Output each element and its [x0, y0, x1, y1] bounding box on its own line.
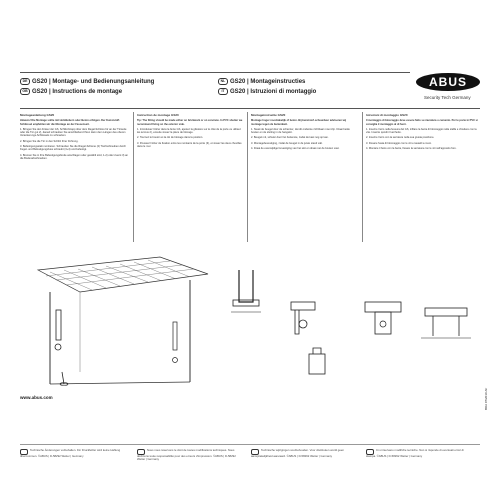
detail-illustrations [225, 262, 480, 382]
step: 1. Steek de beugel door de scharnier, dat dit onderste zichtbaar moet zijn. Draai beide bouten en de sluiting in de hangslot. [251, 127, 350, 135]
ground-anchor [62, 372, 64, 384]
lock-body [291, 302, 315, 310]
right-padlock-icon [173, 358, 178, 363]
section-rule [20, 108, 480, 109]
column-it [366, 114, 480, 152]
door-floor [50, 382, 190, 384]
column-lead: Il montaggio di bloccaggio deve essere fatto su muratura o cemento. Per le porte in PVC si consiglia il montaggio al di fuori. [366, 119, 478, 126]
header-it [218, 88, 316, 96]
garage-door-illustration [20, 252, 220, 392]
rail-clamp [375, 312, 391, 334]
step: 3. Befestigungsstab montieren. Schrauben Sie die Riegel-Schiene (2) Tischschrauben durch Kugel- und Befestigungsfuss schraubt (3+4) und befestigt. [20, 145, 126, 152]
footer-text: Technische wijzigingen voorbehouden. Voor drukfouten wordt geen aansprakelijkheid aanvaard. ©ABUS | D-58292 Wetter | Germany [251, 448, 345, 458]
plate-detail [425, 308, 467, 316]
lock-stem [295, 310, 299, 334]
flag-nl-icon: NL [218, 78, 228, 85]
padlock-shackle [313, 348, 321, 354]
step: 1. Inserire l'arco nella fessura del GS, infilare la barra di bloccaggio nella staffa e chiudere con la vite. Inserire quindi il lucchetto. [366, 127, 477, 135]
plate-legs [433, 316, 459, 336]
header-nl [218, 78, 305, 86]
flag-de-icon: DE [20, 78, 30, 85]
column-lead: Hinweis! Die Montage sollte mit Holzklebern oder Beton erfolgen. Der Kunststoff-Schlüssel empfehlen wir die Montage an der Fassenseit. [20, 119, 121, 126]
rail-bolt-icon [380, 321, 386, 327]
brand-tagline: Security Tech Germany [424, 95, 471, 100]
flag-it-icon: IT [218, 88, 228, 95]
step: 4. Montare il fusto con la barra, fissare la serratura con le viti nell'apposito foro. [366, 147, 457, 151]
step: 3. Fissare l'asta di bloccaggio con le viti e tasselli a muro. [366, 141, 432, 145]
top-rule [20, 72, 410, 73]
column-title: Montageanleitung GS20 [20, 113, 55, 117]
padlock-icon [55, 344, 61, 350]
step: 4. Bremen Sie in Ihre Befestigungsbreite anschlagen oder gewählt sind, 1-2) oder zuerst 3) an die Bodenabschrauben. [20, 153, 128, 160]
padlock-detail [309, 354, 325, 374]
footer-text: Technische Änderungen vorbehalten. Für Druckfehler wird keine Haftung übernommen. ©ABUS | D-58292 Wetter | Germany [20, 448, 121, 458]
footer-nl [251, 449, 356, 458]
footer-rule [20, 444, 480, 445]
column-divider [362, 112, 363, 242]
right-bracket [173, 322, 177, 350]
step: 2. Inserire l'arco con la serratura nella sua giusta posizione. [366, 136, 435, 140]
canopy-outline [38, 257, 208, 292]
header-de-text: GS20 | Montage- und Bedienungsanleitung [32, 79, 155, 86]
column-lead: Montage hoger noodzakelijk of beton. Bij kunststof-schuurdeur adviseren wij montage tegen de buitenkant. [251, 119, 347, 126]
flag-gb-icon: GB [20, 88, 30, 95]
footer-de [20, 449, 125, 458]
column-nl [251, 114, 357, 152]
footer-fr [137, 449, 242, 462]
footer-text: Ci si riservano modifiche tecniche. Non si risponde di eventuali errori di stampa. ©ABUS | D-58292 Wetter | Germany [366, 448, 464, 458]
footer-text: Nous nous réservons le droit de toutes modifications techniques. Nous déclinons toute responsabilité pour des erreurs d'impression. ©ABUS | D-58292 Wetter | Germany [137, 448, 236, 462]
header-en [20, 88, 122, 96]
step: 4. Draai de evenwijdige bevestiging van het slot en draai met de bouten vast. [251, 147, 340, 151]
website-link[interactable]: www.abus.com [20, 395, 53, 400]
header-en-text: GS20 | Instructions de montage [32, 89, 123, 96]
step: 1. Bringen Sie den Fräser der GS, Schlitz/strapp über dem Regal-Schloss für an der Türseite oder die Tür gut 2), darauf schrauben Sie anschließend Ihren dann dem Längen des oberen Verankerungs-Schlüssels zu schrauben. [20, 127, 127, 138]
column-divider [247, 112, 248, 242]
column-title: Instruction de montage GS20 [137, 113, 179, 117]
lock-bracket [56, 310, 61, 340]
step: 2. Tournez le bouton et la clé de blocage dans la position. [137, 136, 203, 140]
step: 3. Montagebevestiging, zodat de beugel in de juiste stand valt. [251, 141, 323, 145]
column-lead: Tip: The fitting should be made either on brickwork or on concrete. In PVC shutter we recommend fixing on the exterior side. [137, 119, 243, 126]
step: 1. Introduisez l'étrier dans la fente GS, ajustez la glissière sur le côté de la porte ou utilisez les écrous 2), ensuite vissez la pièce de blocage. [137, 127, 241, 135]
document-code: BDA 07/2010 AF [484, 387, 488, 410]
step: 2. Beugel mit, schuler door het buitenste, zodat de kast nog op kan. [251, 136, 329, 140]
column-title: Istruzioni di montaggio GS20 [366, 113, 408, 117]
column-title: Montageinstructie GS20 [251, 113, 286, 117]
u-bracket-base [233, 300, 259, 306]
abus-logo: ABUS [416, 73, 480, 91]
header-it-text: GS20 | Istruzioni di montaggio [230, 89, 317, 96]
step: 2. Bringen Sie die Tür in den Schlitz Ihrer Führung. [20, 139, 79, 143]
header-nl-text: GS20 | Montageinstructies [230, 79, 306, 86]
column-fr [137, 114, 243, 150]
header-de [20, 78, 154, 86]
lock-cylinder-icon [299, 320, 307, 328]
footer-it [366, 449, 471, 458]
step: 3. Poussez l'étrier de fixation entre les montants de la porte (3), et vissez les deux chevilles dans le mur. [137, 141, 242, 149]
column-divider [133, 112, 134, 242]
rail-piece [365, 302, 401, 312]
column-de [20, 114, 128, 162]
u-bracket [239, 270, 253, 302]
